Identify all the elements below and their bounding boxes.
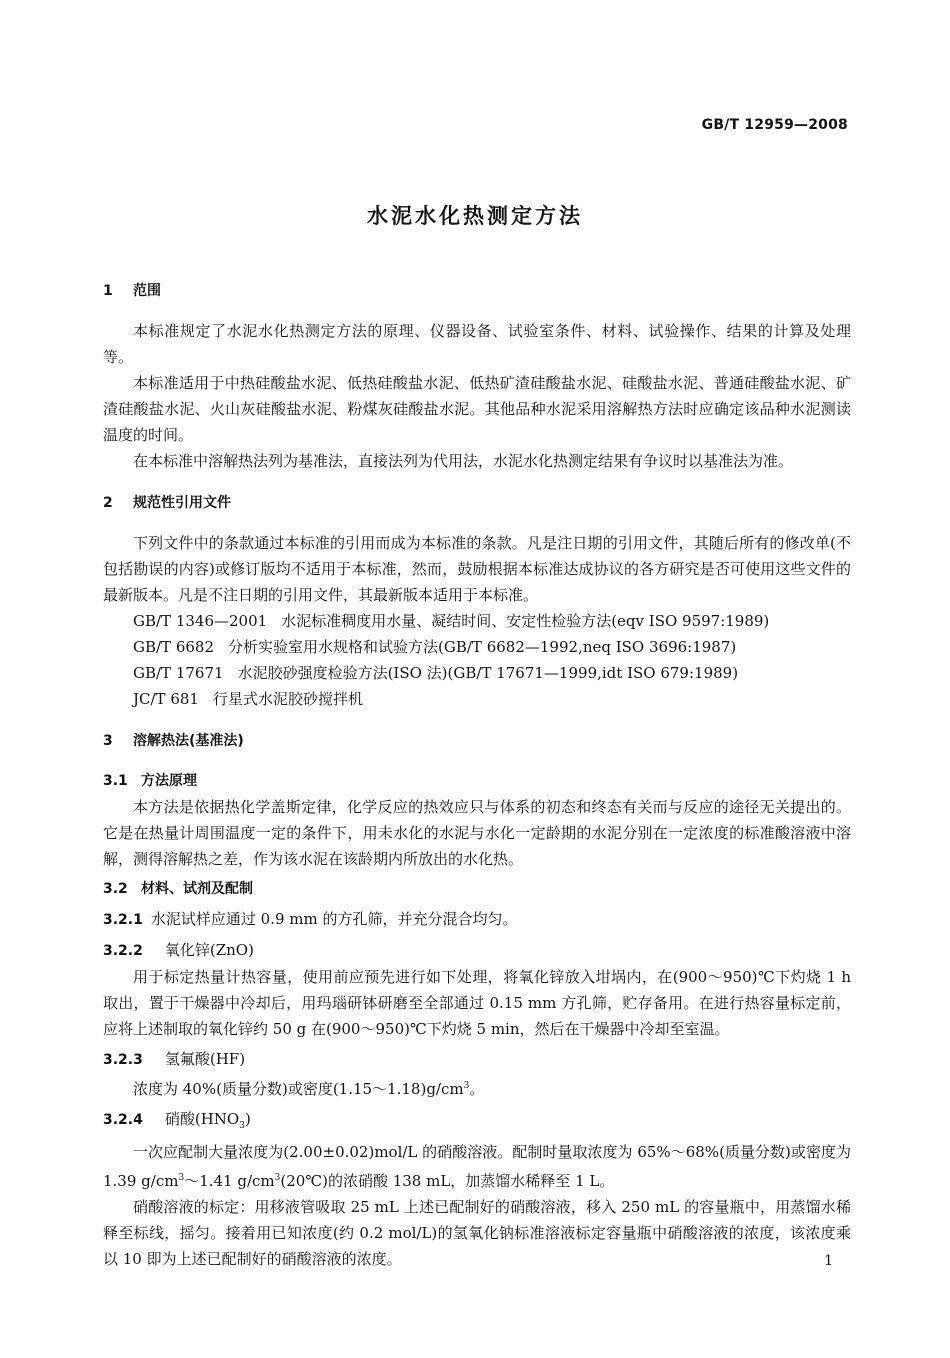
paragraph: 下列文件中的条款通过本标准的引用而成为本标准的条款。凡是注日期的引用文件，其随后所有的修改单(不包括勘误的内容)或修订版均不适用于本标准，然而，鼓励根据本标准达成协议的各方研究是否可使用这些文件的最新版本。凡是不注日期的引用文件，其最新版本适用于本标准。 xyxy=(103,534,851,604)
superscript: 3 xyxy=(178,1173,185,1183)
reference-item xyxy=(103,634,851,660)
subsection-number: 3.1 xyxy=(103,773,128,789)
reference-title: 分析实验室用水规格和试验方法(GB/T 6682—1992,neq ISO 3696:1987) xyxy=(228,638,737,656)
clause-number: 3.2.2 xyxy=(103,943,143,959)
document-title: 水泥水化热测定方法 xyxy=(367,204,583,228)
superscript: 3 xyxy=(274,1173,281,1183)
superscript: 3 xyxy=(463,1081,470,1091)
reference-title: 水泥胶砂强度检验方法(ISO 法)(GB/T 17671—1999,idt ISO 679:1989) xyxy=(237,664,739,682)
paragraph: 本标准适用于中热硅酸盐水泥、低热硅酸盐水泥、低热矿渣硅酸盐水泥、硅酸盐水泥、普通硅酸盐水泥、矿渣硅酸盐水泥、火山灰硅酸盐水泥、粉煤灰硅酸盐水泥。其他品种水泥采用溶解热方法时应确定该品种水泥测读温度的时间。 xyxy=(103,374,851,444)
subsection-title: 方法原理 xyxy=(141,773,197,789)
text-run: 一次应配制大量浓度为(2.00±0.02)mol/L 的硝酸溶液。配制时量取浓度为 65%～68%(质量分数)或密度为 1.39 g/cm xyxy=(103,1143,851,1190)
clause-title: 氧化锌(ZnO) xyxy=(164,941,254,959)
section-number: 1 xyxy=(103,283,113,299)
paragraph xyxy=(103,1073,851,1102)
reference-title: 水泥标准稠度用水量、凝结时间、安定性检验方法(eqv ISO 9597:1989) xyxy=(281,612,770,630)
reference-item xyxy=(103,660,851,686)
clause-3-2-3-heading xyxy=(103,1046,851,1073)
clause-number: 3.2.3 xyxy=(103,1052,143,1068)
clause-title: 氢氟酸(HF) xyxy=(164,1050,246,1068)
section-number: 3 xyxy=(103,733,113,749)
clause-3-2-1 xyxy=(103,906,851,933)
reference-code: GB/T 17671 xyxy=(133,664,224,682)
document-body xyxy=(103,278,851,1272)
clause-3-2-2-heading xyxy=(103,937,851,964)
paragraph: 在本标准中溶解热法列为基准法，直接法列为代用法，水泥水化热测定结果有争议时以基准法为准。 xyxy=(133,452,794,470)
paragraph: 本方法是依据热化学盖斯定律，化学反应的热效应只与体系的初态和终态有关而与反应的途径无关提出的。它是在热量计周围温度一定的条件下，用未水化的水泥与水化一定龄期的水泥分别在一定浓度的标准酸溶液中溶解，测得溶解热之差，作为该水泥在该龄期内所放出的水化热。 xyxy=(103,798,851,868)
section-title: 溶解热法(基准法) xyxy=(133,733,244,749)
standard-code: GB/T 12959—2008 xyxy=(701,117,848,133)
reference-item xyxy=(103,686,851,712)
clause-number: 3.2.4 xyxy=(103,1112,143,1128)
section-title: 规范性引用文件 xyxy=(133,495,231,511)
subsection-number: 3.2 xyxy=(103,881,128,897)
clause-3-2-4-heading xyxy=(103,1106,851,1139)
paragraph: 本标准规定了水泥水化热测定方法的原理、仪器设备、试验室条件、材料、试验操作、结果的计算及处理等。 xyxy=(103,322,851,366)
clause-number: 3.2.1 xyxy=(103,912,143,928)
subsection-3-1-heading xyxy=(103,768,851,794)
paragraph xyxy=(103,1139,851,1194)
subsection-title: 材料、试剂及配制 xyxy=(141,881,253,897)
subsection-3-2-heading xyxy=(103,876,851,902)
section-1-heading xyxy=(103,278,851,304)
text-run: 浓度为 40%(质量分数)或密度(1.15～1.18)g/cm xyxy=(133,1080,464,1098)
text-run: ～1.41 g/cm xyxy=(184,1172,275,1190)
section-number: 2 xyxy=(103,495,113,511)
paragraph: 硝酸溶液的标定：用移液管吸取 25 mL 上述已配制好的硝酸溶液，移入 250 mL 的容量瓶中，用蒸馏水稀释至标线，摇匀。接着用已知浓度(约 0.2 mol/L)的氢氧化钠标准溶液标定容量瓶中硝酸溶液的浓度，该浓度乘以 10 即为上述已配制好的硝酸溶液的浓度。 xyxy=(103,1198,851,1268)
clause-text: 水泥试样应通过 0.9 mm 的方孔筛，并充分混合均匀。 xyxy=(150,910,518,928)
subscript: 3 xyxy=(239,1121,245,1131)
reference-code: GB/T 6682 xyxy=(133,638,215,656)
reference-item xyxy=(103,608,851,634)
clause-title-end: ) xyxy=(244,1110,251,1128)
text-run: (20℃)的浓硝酸 138 mL，加蒸馏水稀释至 1 L。 xyxy=(280,1172,615,1190)
section-title: 范围 xyxy=(133,283,161,299)
section-3-heading xyxy=(103,728,851,754)
section-2-heading xyxy=(103,490,851,516)
paragraph: 用于标定热量计热容量，使用前应预先进行如下处理，将氧化锌放入坩埚内，在(900～950)℃下灼烧 1 h 取出，置于干燥器中冷却后，用玛瑙研钵研磨至全部通过 0.15 mm 方孔筛，贮存备用。在进行热容量标定前，应将上述制取的氧化锌约 50 g 在(900～950)℃下灼烧 5 min，然后在干燥器中冷却至室温。 xyxy=(103,968,851,1038)
reference-title: 行星式水泥胶砂搅拌机 xyxy=(212,690,363,708)
page-number: 1 xyxy=(824,1253,833,1269)
clause-title: 硝酸(HNO xyxy=(164,1110,240,1128)
reference-code: GB/T 1346—2001 xyxy=(133,612,268,630)
text-run: 。 xyxy=(469,1080,485,1098)
reference-code: JC/T 681 xyxy=(133,690,199,708)
